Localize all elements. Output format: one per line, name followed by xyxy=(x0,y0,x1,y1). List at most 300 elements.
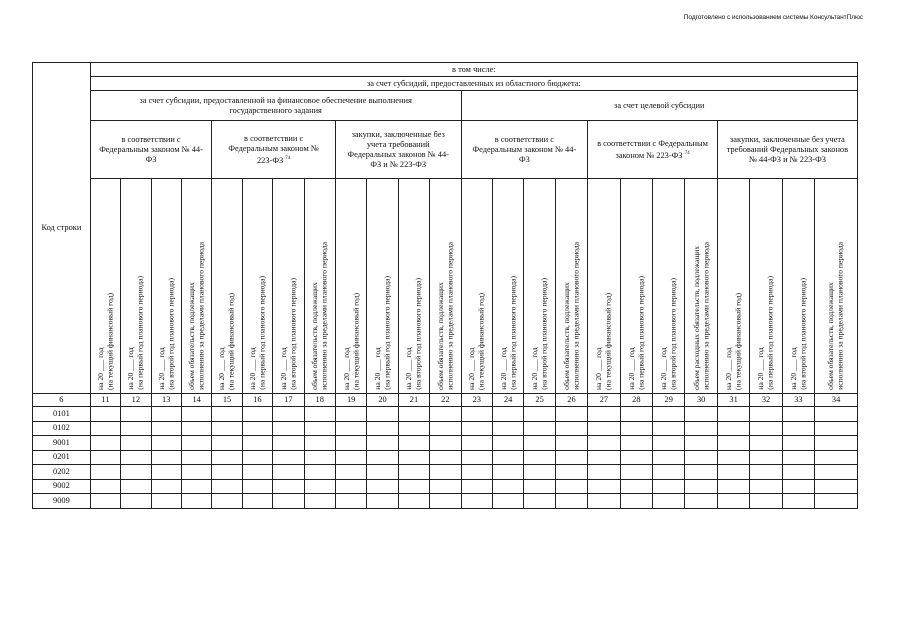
data-cell[interactable] xyxy=(555,494,587,509)
column-number: 33 xyxy=(782,394,814,407)
data-cell[interactable] xyxy=(151,407,181,422)
data-cell[interactable] xyxy=(492,494,523,509)
column-header-line: (на текущий финансовый год) xyxy=(603,293,613,390)
column-header-line: (на текущий финансовый год) xyxy=(227,293,237,390)
data-cell[interactable] xyxy=(492,407,523,422)
data-cell[interactable] xyxy=(273,479,304,494)
data-cell[interactable] xyxy=(815,407,858,422)
data-cell[interactable] xyxy=(653,465,685,480)
data-cell[interactable] xyxy=(367,407,398,422)
column-header-line: (на первый год планового периода) xyxy=(135,276,145,390)
column-header-a-9 xyxy=(335,179,366,394)
table-row xyxy=(33,494,858,509)
data-cell[interactable] xyxy=(717,494,749,509)
column-header-text xyxy=(96,289,115,390)
column-header-line: (на второй год планового периода) xyxy=(166,278,176,390)
data-cell[interactable] xyxy=(242,479,272,494)
column-header-b-9 xyxy=(717,179,749,394)
data-cell[interactable] xyxy=(398,465,429,480)
data-cell[interactable] xyxy=(90,450,120,465)
data-cell[interactable] xyxy=(212,450,242,465)
sub-header-44fz-label: в соответствии с Федеральным законом № 44-ФЗ xyxy=(472,134,577,164)
sub-header-223fz-label: в соответствии с Федеральным законом № 223-ФЗ xyxy=(597,138,708,160)
data-cell[interactable] xyxy=(367,421,398,436)
header-v-tom-chisle: в том числе: xyxy=(90,63,857,77)
data-cell[interactable] xyxy=(273,494,304,509)
column-header-a-1 xyxy=(90,179,120,394)
data-cell[interactable] xyxy=(335,407,366,422)
column-header-b-11 xyxy=(782,179,814,394)
data-cell[interactable] xyxy=(430,407,461,422)
column-number: 30 xyxy=(685,394,717,407)
column-header-a-7 xyxy=(273,179,304,394)
column-header-line: объем обязательств, подлежащих xyxy=(826,282,836,390)
data-cell[interactable] xyxy=(782,436,814,451)
column-number: 23 xyxy=(461,394,492,407)
data-cell[interactable] xyxy=(430,465,461,480)
data-cell[interactable] xyxy=(588,407,620,422)
column-header-line: (на первый год планового периода) xyxy=(508,276,518,390)
data-cell[interactable] xyxy=(121,479,151,494)
data-cell[interactable] xyxy=(151,436,181,451)
data-cell[interactable] xyxy=(273,407,304,422)
data-cell[interactable] xyxy=(90,421,120,436)
data-cell[interactable] xyxy=(653,436,685,451)
column-number: 25 xyxy=(524,394,555,407)
table-row xyxy=(33,479,858,494)
data-cell[interactable] xyxy=(398,436,429,451)
data-cell[interactable] xyxy=(335,421,366,436)
data-cell[interactable] xyxy=(90,479,120,494)
column-number: 20 xyxy=(367,394,398,407)
data-cell[interactable] xyxy=(181,436,211,451)
column-header-b-7 xyxy=(653,179,685,394)
data-cell[interactable] xyxy=(750,421,782,436)
column-number: 14 xyxy=(181,394,211,407)
data-cell[interactable] xyxy=(212,479,242,494)
column-header-text xyxy=(594,289,613,390)
data-cell[interactable] xyxy=(524,450,555,465)
data-cell[interactable] xyxy=(181,494,211,509)
column-header-b-2 xyxy=(492,179,523,394)
column-header-text xyxy=(157,274,176,390)
column-header-line: объем обязательств, подлежащих xyxy=(187,282,197,390)
column-header-text xyxy=(279,274,298,390)
data-cell[interactable] xyxy=(304,407,335,422)
column-header-text xyxy=(217,289,236,390)
column-header-line: на 20 ___ год xyxy=(372,347,382,390)
column-header-text xyxy=(724,289,743,390)
column-header-line: исполнению за пределами планового периода xyxy=(701,242,711,390)
column-header-line: исполнению за пределами планового периода xyxy=(196,242,206,390)
data-cell[interactable] xyxy=(815,436,858,451)
column-number: 29 xyxy=(653,394,685,407)
column-header-line: (на второй год планового периода) xyxy=(288,278,298,390)
column-header-line: (на текущий финансовый год) xyxy=(476,293,486,390)
data-cell[interactable] xyxy=(461,479,492,494)
column-header-line: на 20 ___ год xyxy=(126,347,136,390)
sub-header-223fz-a xyxy=(212,121,336,179)
column-header-text xyxy=(756,272,775,390)
data-cell[interactable] xyxy=(588,436,620,451)
data-cell[interactable] xyxy=(304,494,335,509)
column-header-line: на 20 ___ год xyxy=(594,347,604,390)
column-header-b-12 xyxy=(815,179,858,394)
data-cell[interactable] xyxy=(717,479,749,494)
data-cell[interactable] xyxy=(653,421,685,436)
column-header-a-8 xyxy=(304,179,335,394)
sub-header-223fz-b xyxy=(588,121,718,179)
column-header-text xyxy=(627,272,646,390)
data-cell[interactable] xyxy=(273,421,304,436)
data-cell[interactable] xyxy=(430,421,461,436)
data-cell[interactable] xyxy=(335,479,366,494)
data-cell[interactable] xyxy=(181,479,211,494)
data-cell[interactable] xyxy=(242,407,272,422)
data-cell[interactable] xyxy=(620,421,652,436)
footnote-mark: 74 xyxy=(684,150,690,156)
data-cell[interactable] xyxy=(242,436,272,451)
column-header-text xyxy=(187,238,206,390)
data-cell[interactable] xyxy=(653,494,685,509)
data-cell[interactable] xyxy=(620,479,652,494)
column-number: 26 xyxy=(555,394,587,407)
data-cell[interactable] xyxy=(304,450,335,465)
column-header-line: на 20 ___ год xyxy=(467,347,477,390)
data-cell[interactable] xyxy=(90,494,120,509)
column-header-b-5 xyxy=(588,179,620,394)
column-header-line: исполнению за пределами планового периода xyxy=(445,242,455,390)
data-cell[interactable] xyxy=(181,421,211,436)
column-header-b-1 xyxy=(461,179,492,394)
data-cell[interactable] xyxy=(685,407,717,422)
data-cell[interactable] xyxy=(273,436,304,451)
column-number: 6 xyxy=(33,394,91,407)
source-note: Подготовлено с использованием системы КонсультантПлюс xyxy=(683,14,863,21)
data-cell[interactable] xyxy=(242,494,272,509)
data-cell[interactable] xyxy=(430,450,461,465)
data-cell[interactable] xyxy=(782,450,814,465)
data-cell[interactable] xyxy=(524,407,555,422)
data-cell[interactable] xyxy=(750,450,782,465)
column-number: 17 xyxy=(273,394,304,407)
column-header-line: (на второй год планового периода) xyxy=(798,278,808,390)
column-header-line: (на второй год планового периода) xyxy=(413,278,423,390)
procurement-form-table xyxy=(32,62,858,509)
row-code: 0101 xyxy=(33,407,91,422)
data-cell[interactable] xyxy=(815,465,858,480)
column-number: 21 xyxy=(398,394,429,407)
data-cell[interactable] xyxy=(782,494,814,509)
data-cell[interactable] xyxy=(461,465,492,480)
data-cell[interactable] xyxy=(367,494,398,509)
data-cell[interactable] xyxy=(304,465,335,480)
data-cell[interactable] xyxy=(815,479,858,494)
sub-header-223fz-label: в соответствии с Федеральным законом № 223-ФЗ xyxy=(228,133,319,165)
data-cell[interactable] xyxy=(90,407,120,422)
data-cell[interactable] xyxy=(181,407,211,422)
column-header-line: исполнению за пределами планового периода xyxy=(571,242,581,390)
data-cell[interactable] xyxy=(151,479,181,494)
column-number: 22 xyxy=(430,394,461,407)
data-cell[interactable] xyxy=(304,436,335,451)
column-header-line: объем обязательств, подлежащих xyxy=(310,282,320,390)
data-cell[interactable] xyxy=(782,421,814,436)
table-row xyxy=(33,436,858,451)
row-code: 0102 xyxy=(33,421,91,436)
column-header-b-10 xyxy=(750,179,782,394)
data-cell[interactable] xyxy=(335,465,366,480)
data-cell[interactable] xyxy=(335,494,366,509)
table-row xyxy=(33,450,858,465)
data-cell[interactable] xyxy=(242,465,272,480)
sub-header-no-fz-b xyxy=(717,121,857,179)
column-header-a-2 xyxy=(121,179,151,394)
column-header-text xyxy=(659,274,678,390)
data-cell[interactable] xyxy=(782,407,814,422)
column-number: 13 xyxy=(151,394,181,407)
data-cell[interactable] xyxy=(555,407,587,422)
data-cell[interactable] xyxy=(430,436,461,451)
data-cell[interactable] xyxy=(555,421,587,436)
data-cell[interactable] xyxy=(90,465,120,480)
data-cell[interactable] xyxy=(588,465,620,480)
column-header-a-12 xyxy=(430,179,461,394)
table-row xyxy=(33,407,858,422)
data-cell[interactable] xyxy=(717,450,749,465)
data-cell[interactable] xyxy=(685,465,717,480)
data-cell[interactable] xyxy=(367,450,398,465)
column-number: 32 xyxy=(750,394,782,407)
row-code: 0202 xyxy=(33,465,91,480)
column-number: 18 xyxy=(304,394,335,407)
column-header-text xyxy=(404,274,423,390)
data-cell[interactable] xyxy=(750,494,782,509)
data-cell[interactable] xyxy=(90,436,120,451)
data-cell[interactable] xyxy=(555,479,587,494)
data-cell[interactable] xyxy=(750,479,782,494)
data-cell[interactable] xyxy=(524,421,555,436)
data-cell[interactable] xyxy=(335,450,366,465)
data-cell[interactable] xyxy=(121,450,151,465)
header-group-target-subsidy: за счет целевой субсидии xyxy=(461,91,857,121)
column-header-text xyxy=(499,272,518,390)
data-cell[interactable] xyxy=(588,479,620,494)
column-header-line: объем обязательств, подлежащих xyxy=(561,282,571,390)
data-cell[interactable] xyxy=(121,436,151,451)
column-header-text xyxy=(826,238,845,390)
column-header-text xyxy=(126,272,145,390)
data-cell[interactable] xyxy=(620,450,652,465)
row-code: 9002 xyxy=(33,479,91,494)
column-number: 11 xyxy=(90,394,120,407)
column-header-a-4 xyxy=(181,179,211,394)
data-cell[interactable] xyxy=(492,436,523,451)
sub-header-44fz-b xyxy=(461,121,588,179)
column-header-line: на 20 ___ год xyxy=(723,347,733,390)
data-cell[interactable] xyxy=(304,479,335,494)
data-cell[interactable] xyxy=(750,436,782,451)
data-cell[interactable] xyxy=(121,421,151,436)
data-cell[interactable] xyxy=(273,450,304,465)
sub-header-44fz-a xyxy=(90,121,212,179)
column-header-line: объем расходных обязательств, подлежащих xyxy=(691,246,701,390)
data-cell[interactable] xyxy=(524,465,555,480)
data-cell[interactable] xyxy=(685,450,717,465)
column-header-a-5 xyxy=(212,179,242,394)
data-cell[interactable] xyxy=(815,494,858,509)
data-cell[interactable] xyxy=(273,465,304,480)
column-header-line: на 20 ___ год xyxy=(788,347,798,390)
data-cell[interactable] xyxy=(121,494,151,509)
column-header-b-8 xyxy=(685,179,717,394)
table-row xyxy=(33,421,858,436)
column-header-text xyxy=(310,238,329,390)
data-cell[interactable] xyxy=(151,494,181,509)
column-number: 34 xyxy=(815,394,858,407)
data-cell[interactable] xyxy=(398,494,429,509)
data-cell[interactable] xyxy=(367,465,398,480)
data-cell[interactable] xyxy=(492,421,523,436)
column-header-b-4 xyxy=(555,179,587,394)
column-header-line: на 20 ___ год xyxy=(498,347,508,390)
data-cell[interactable] xyxy=(121,407,151,422)
column-header-line: (на первый год планового периода) xyxy=(257,276,267,390)
column-header-line: исполнению за пределами планового периода xyxy=(319,242,329,390)
data-cell[interactable] xyxy=(151,450,181,465)
column-header-text xyxy=(342,289,361,390)
data-cell[interactable] xyxy=(815,421,858,436)
data-cell[interactable] xyxy=(555,465,587,480)
data-cell[interactable] xyxy=(620,436,652,451)
data-cell[interactable] xyxy=(685,494,717,509)
data-cell[interactable] xyxy=(212,465,242,480)
data-cell[interactable] xyxy=(151,421,181,436)
data-cell[interactable] xyxy=(181,450,211,465)
data-cell[interactable] xyxy=(242,421,272,436)
data-cell[interactable] xyxy=(717,436,749,451)
row-code: 0201 xyxy=(33,450,91,465)
data-cell[interactable] xyxy=(685,479,717,494)
data-cell[interactable] xyxy=(717,407,749,422)
data-cell[interactable] xyxy=(588,450,620,465)
data-cell[interactable] xyxy=(717,421,749,436)
data-cell[interactable] xyxy=(782,465,814,480)
sub-header-no-fz-label: закупки, заключенные без учета требований Федеральных законов № 44-ФЗ и № 223-ФЗ xyxy=(347,129,449,169)
column-header-text xyxy=(692,238,711,390)
sub-header-no-fz-a xyxy=(335,121,461,179)
data-cell[interactable] xyxy=(620,494,652,509)
column-number: 27 xyxy=(588,394,620,407)
column-number: 28 xyxy=(620,394,652,407)
column-header-text xyxy=(789,274,808,390)
data-cell[interactable] xyxy=(461,436,492,451)
data-cell[interactable] xyxy=(750,465,782,480)
data-cell[interactable] xyxy=(524,494,555,509)
column-header-line: (на текущий финансовый год) xyxy=(733,293,743,390)
column-header-line: (на второй год планового периода) xyxy=(668,278,678,390)
data-cell[interactable] xyxy=(815,450,858,465)
data-cell[interactable] xyxy=(653,450,685,465)
header-subsidies-regional: за счет субсидий, предоставленных из областного бюджета: xyxy=(90,77,857,91)
data-cell[interactable] xyxy=(242,450,272,465)
data-cell[interactable] xyxy=(398,421,429,436)
data-cell[interactable] xyxy=(653,479,685,494)
data-cell[interactable] xyxy=(304,421,335,436)
data-cell[interactable] xyxy=(620,465,652,480)
data-cell[interactable] xyxy=(620,407,652,422)
data-cell[interactable] xyxy=(492,465,523,480)
column-header-line: (на текущий финансовый год) xyxy=(105,293,115,390)
column-header-a-11 xyxy=(398,179,429,394)
data-cell[interactable] xyxy=(555,436,587,451)
column-header-line: на 20 ___ год xyxy=(278,347,288,390)
data-cell[interactable] xyxy=(398,407,429,422)
data-cell[interactable] xyxy=(492,450,523,465)
data-cell[interactable] xyxy=(524,479,555,494)
column-header-line: на 20 ___ год xyxy=(404,347,414,390)
data-cell[interactable] xyxy=(212,421,242,436)
data-cell[interactable] xyxy=(685,436,717,451)
data-cell[interactable] xyxy=(524,436,555,451)
data-cell[interactable] xyxy=(588,421,620,436)
column-header-b-6 xyxy=(620,179,652,394)
column-header-line: (на текущий финансовый год) xyxy=(351,293,361,390)
data-cell[interactable] xyxy=(461,494,492,509)
data-cell[interactable] xyxy=(588,494,620,509)
data-cell[interactable] xyxy=(367,436,398,451)
data-cell[interactable] xyxy=(782,479,814,494)
column-number: 31 xyxy=(717,394,749,407)
data-cell[interactable] xyxy=(461,450,492,465)
column-header-text xyxy=(436,238,455,390)
sub-header-no-fz-label: закупки, заключенные без учета требований Федеральных законов № 44-ФЗ и № 223-ФЗ xyxy=(726,134,849,164)
data-cell[interactable] xyxy=(717,465,749,480)
data-cell[interactable] xyxy=(555,450,587,465)
data-cell[interactable] xyxy=(492,479,523,494)
data-cell[interactable] xyxy=(430,494,461,509)
column-header-line: (на первый год планового периода) xyxy=(636,276,646,390)
data-cell[interactable] xyxy=(461,421,492,436)
column-header-a-3 xyxy=(151,179,181,394)
column-header-b-3 xyxy=(524,179,555,394)
data-cell[interactable] xyxy=(212,407,242,422)
data-cell[interactable] xyxy=(212,494,242,509)
data-cell[interactable] xyxy=(212,436,242,451)
column-header-line: на 20 ___ год xyxy=(659,347,669,390)
data-cell[interactable] xyxy=(398,450,429,465)
data-cell[interactable] xyxy=(367,479,398,494)
footnote-mark: 74 xyxy=(285,155,291,161)
data-cell[interactable] xyxy=(750,407,782,422)
data-cell[interactable] xyxy=(398,479,429,494)
data-cell[interactable] xyxy=(461,407,492,422)
data-cell[interactable] xyxy=(335,436,366,451)
data-cell[interactable] xyxy=(430,479,461,494)
header-group-gos-zadanie: за счет субсидии, предоставленной на финансовое обеспечение выполнения государственного задания xyxy=(90,91,461,121)
data-cell[interactable] xyxy=(685,421,717,436)
column-number: 16 xyxy=(242,394,272,407)
column-header-line: на 20 ___ год xyxy=(626,347,636,390)
column-header-line: на 20 ___ год xyxy=(756,347,766,390)
column-header-a-10 xyxy=(367,179,398,394)
data-cell[interactable] xyxy=(121,465,151,480)
data-cell[interactable] xyxy=(653,407,685,422)
column-header-text xyxy=(373,272,392,390)
data-cell[interactable] xyxy=(181,465,211,480)
data-cell[interactable] xyxy=(151,465,181,480)
column-header-a-6 xyxy=(242,179,272,394)
